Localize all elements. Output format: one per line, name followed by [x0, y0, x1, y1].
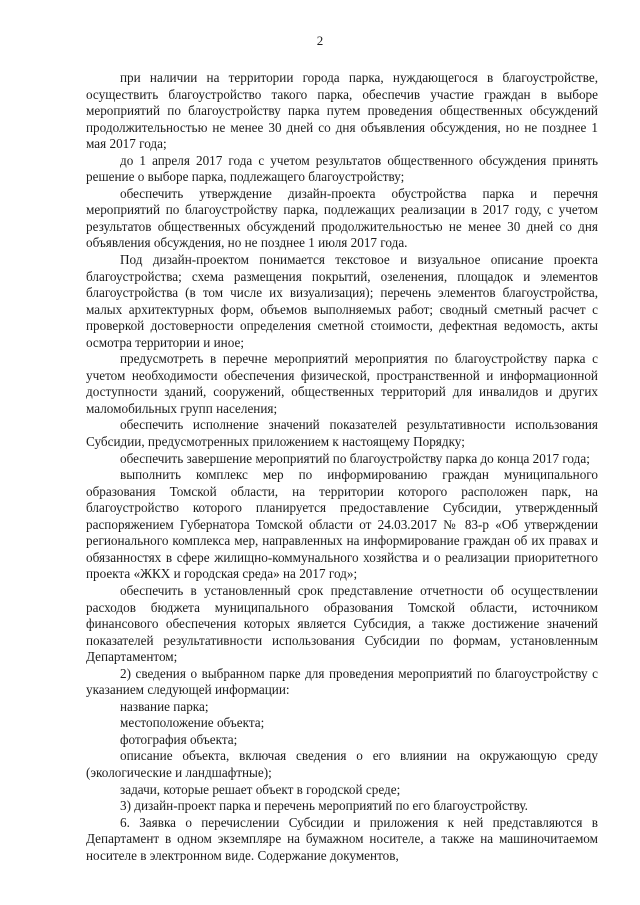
paragraph: обеспечить утверждение дизайн-проекта обустройства парка и перечня мероприятий по благоустройству парка, подлежащих реализации в 2017 году, с учетом результатов общественных обсуждений продолжительностью не менее 30 дней со дня объявления обсуждения, но не позднее 1 июля 2017 года. [86, 185, 598, 251]
list-item: местоположение объекта; [120, 715, 265, 731]
paragraph: Под дизайн-проектом понимается текстовое и визуальное описание проекта благоустройства; схема размещения покрытий, озеленения, площадок и элементов благоустройства (в том числе их визуализация); перечень элементов благоустройства, малых архитектурных форм, объемов выполняемых работ; сводный сметный расчет с проверкой достоверности определения сметной стоимости, дефектная ведомость, акты осмотра территории и иное; [86, 252, 598, 350]
paragraph: предусмотреть в перечне мероприятий мероприятия по благоустройству парка с учетом необходимости обеспечения физической, пространственной и информационной доступности зданий, сооружений, общественных территорий для инвалидов и других маломобильных групп населения; [86, 351, 598, 416]
paragraph: при наличии на территории города парка, нуждающегося в благоустройстве, осуществить благоустройство такого парка, обеспечив участие граждан в выборе мероприятий по благоустройству парка путем проведения общественных обсуждений продолжительностью не менее 30 дней со дня объявления обсуждения, но не позднее 1 мая 2017 года; [86, 70, 598, 152]
paragraph: 3) дизайн-проект парка и перечень мероприятий по его благоустройству. [120, 798, 528, 814]
page-number: 2 [316, 33, 324, 48]
list-item: название парка; [120, 698, 209, 714]
list-item: фотография объекта; [120, 731, 238, 747]
list-item: задачи, которые решает объект в городской среде; [120, 781, 401, 797]
paragraph: обеспечить в установленный срок представление отчетности об осуществлении расходов бюджета муниципального образования Томской области, источником финансового обеспечения которых является Субсидия, а также достижение значений показателей результативности использования Субсидии по формам, установленным Департаментом; [86, 582, 598, 665]
paragraph: выполнить комплекс мер по информированию граждан муниципального образования Томской области, на территории которого расположен парк, на благоустройство которого планируется предоставление Субсидии, утвержденный распоряжением Губернатора Томской области от 24.03.2017 № 83-р «Об утверждении регионального комплекса мер, направленных на информирование граждан об их правах и обязанностях в сфере жилищно-коммунального хозяйства и о реализации приоритетного проекта «ЖКХ и городская среда» на 2017 год»; [86, 467, 598, 582]
paragraph: обеспечить завершение мероприятий по благоустройству парка до конца 2017 года; [120, 450, 590, 466]
list-item: описание объекта, включая сведения о его влиянии на окружающую среду (экологические и ландшафтные); [86, 748, 598, 780]
paragraph: 2) сведения о выбранном парке для проведения мероприятий по благоустройству с указанием следующей информации: [86, 665, 598, 698]
paragraph: обеспечить исполнение значений показателей результативности использования Субсидии, предусмотренных приложением к настоящему Порядку; [86, 417, 598, 450]
document-body [86, 70, 598, 864]
paragraph: 6. Заявка о перечислении Субсидии и приложения к ней представляются в Департамент в одном экземпляре на бумажном носителе, а также на машиночитаемом носителе в электронном виде. Содержание документов, [86, 814, 598, 863]
paragraph: до 1 апреля 2017 года с учетом результатов общественного обсуждения принять решение о выборе парка, подлежащего благоустройству; [86, 152, 598, 185]
